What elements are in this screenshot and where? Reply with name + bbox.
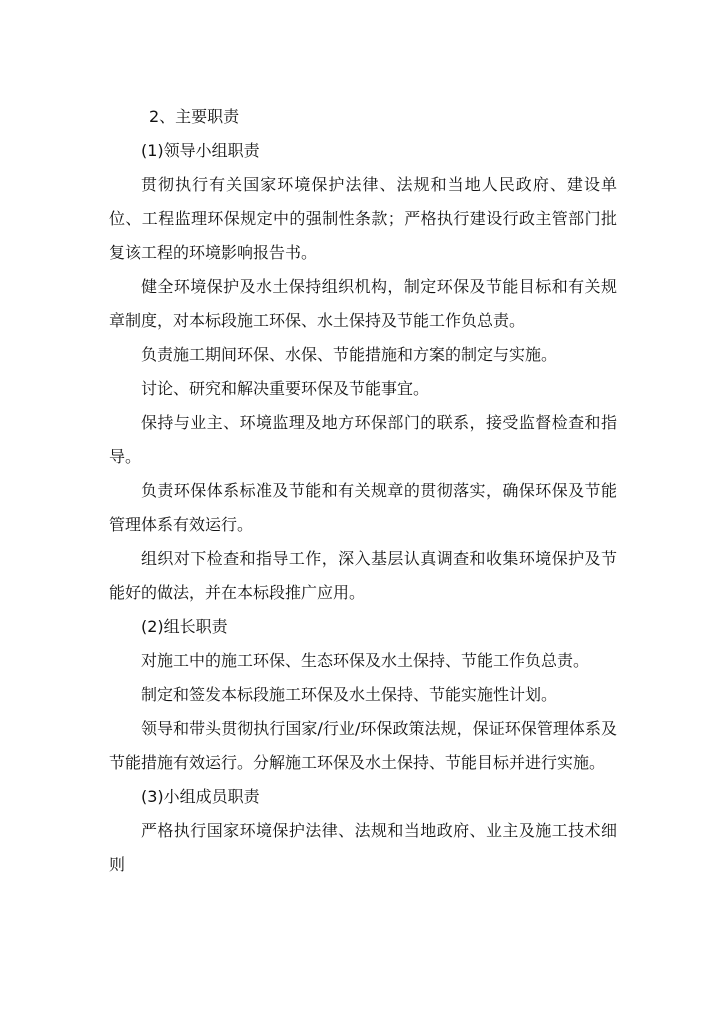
subsection-heading-leadership-group: (1)领导小组职责 <box>141 141 260 160</box>
paragraph: 严格执行国家环境保护法律、法规和当地政府、业主及施工技术细则 <box>109 821 617 874</box>
paragraph: 负责环保体系标准及节能和有关规章的贯彻落实，确保环保及节能管理体系有效运行。 <box>109 481 617 534</box>
subsection-heading-group-leader: (2)组长职责 <box>141 617 228 636</box>
paragraph: 健全环境保护及水土保持组织机构，制定环保及节能目标和有关规章制度，对本标段施工环保、水土保持及节能工作负总责。 <box>109 277 617 330</box>
paragraph: 组织对下检查和指导工作，深入基层认真调查和收集环境保护及节能好的做法，并在本标段推广应用。 <box>109 549 617 602</box>
paragraph: 保持与业主、环境监理及地方环保部门的联系，接受监督检查和指导。 <box>109 413 617 466</box>
section-heading: 2、主要职责 <box>149 107 240 126</box>
paragraph: 负责施工期间环保、水保、节能措施和方案的制定与实施。 <box>141 345 558 364</box>
subsection-heading-group-members: (3)小组成员职责 <box>141 787 260 806</box>
paragraph: 贯彻执行有关国家环境保护法律、法规和当地人民政府、建设单位、工程监理环保规定中的强制性条款；严格执行建设行政主管部门批复该工程的环境影响报告书。 <box>109 175 617 262</box>
paragraph: 制定和签发本标段施工环保及水土保持、节能实施性计划。 <box>141 685 558 704</box>
paragraph: 讨论、研究和解决重要环保及节能事宜。 <box>141 379 430 398</box>
paragraph: 对施工中的施工环保、生态环保及水土保持、节能工作负总责。 <box>141 651 590 670</box>
paragraph: 领导和带头贯彻执行国家/行业/环保政策法规，保证环保管理体系及节能措施有效运行。分解施工环保及水土保持、节能目标并进行实施。 <box>109 719 617 772</box>
document-body <box>109 100 617 882</box>
